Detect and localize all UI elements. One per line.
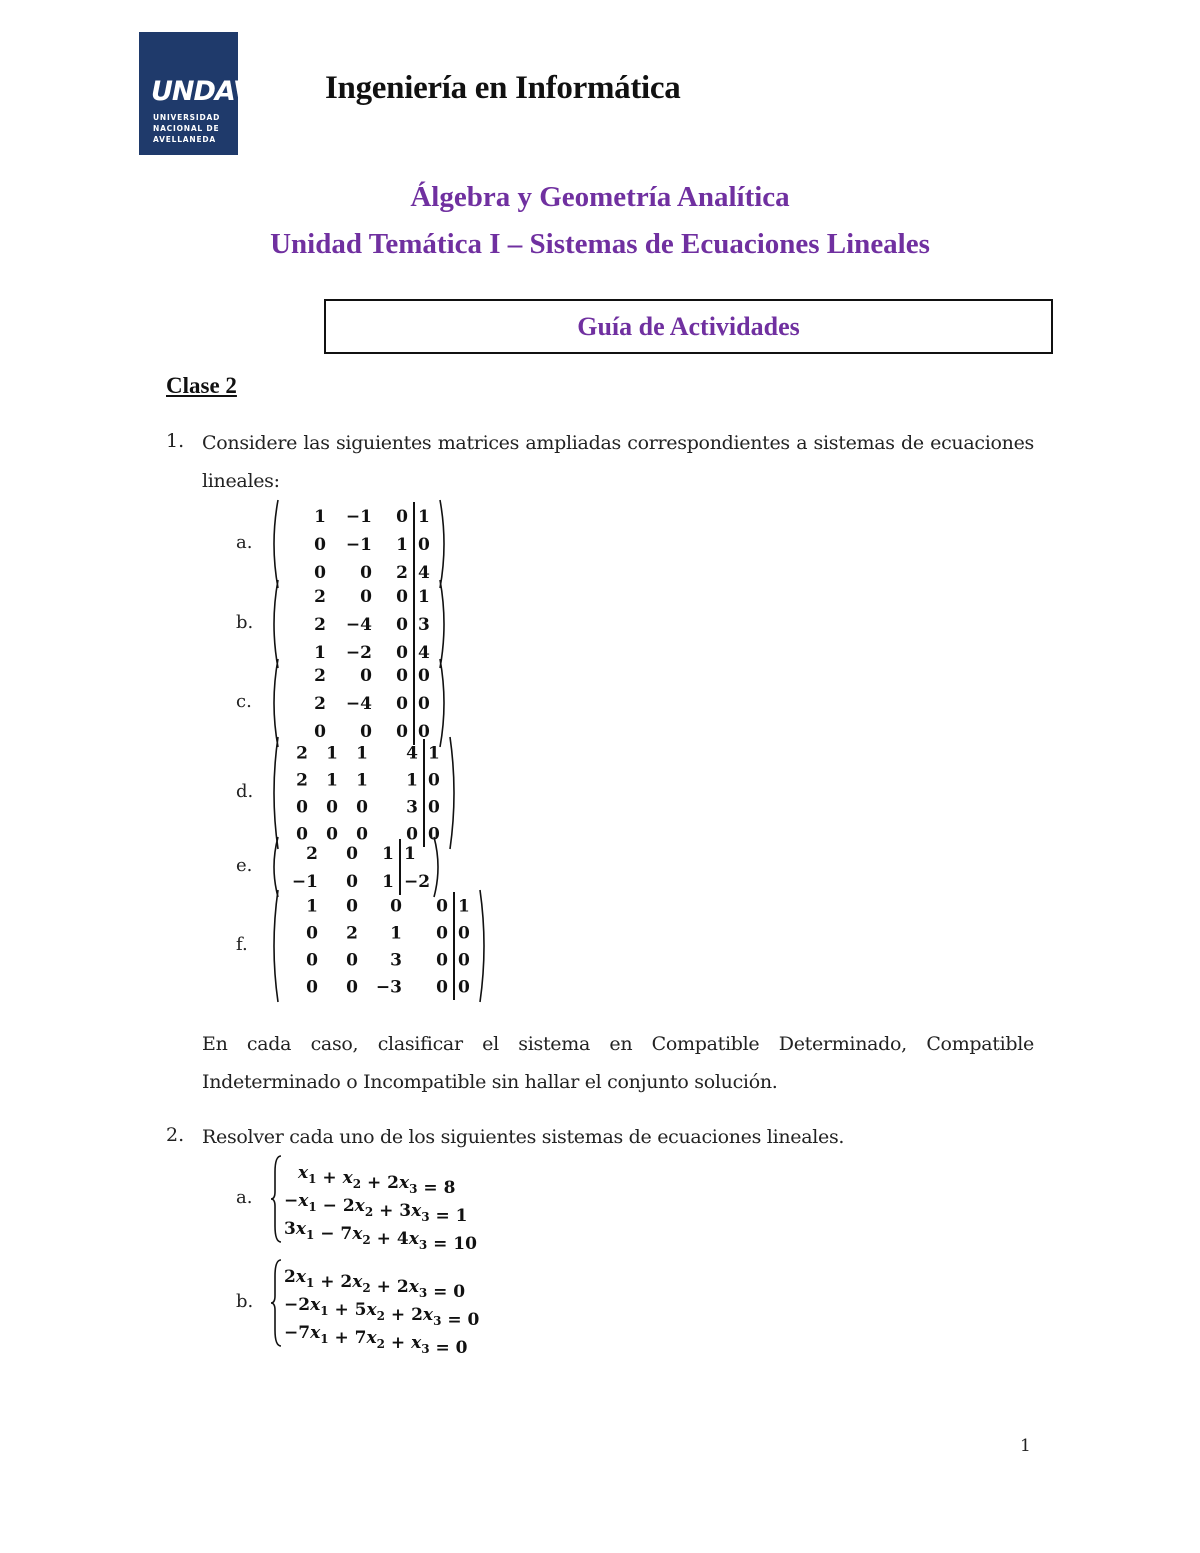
matrix-augmented-cell: 0	[418, 694, 430, 715]
matrix-cell: 2	[306, 844, 318, 865]
matrix-cell: 3	[406, 797, 418, 818]
right-parenthesis	[480, 890, 484, 1002]
logo-line-2: NACIONAL DE	[153, 124, 220, 133]
equation: $3x_1 - 7x_2 + 4x_3 = 10$	[284, 1219, 477, 1255]
matrix-cell: 0	[396, 587, 408, 608]
university-logo	[139, 32, 253, 155]
matrix-cell: −1	[345, 507, 372, 528]
matrix-augmented-cell: 0	[458, 977, 470, 998]
right-parenthesis	[450, 737, 454, 849]
left-parenthesis	[274, 659, 278, 747]
logo-line-1: UNIVERSIDAD	[153, 113, 221, 122]
exercise-2-number: 2.	[166, 1124, 185, 1146]
matrix-cell: 2	[296, 743, 308, 764]
matrix-cell: 1	[326, 743, 338, 764]
matrix-cell: 2	[314, 666, 326, 687]
matrix-cell: 0	[396, 722, 408, 743]
matrix-cell: 2	[296, 770, 308, 791]
equation: $2x_1 + 2x_2 + 2x_3 = 0$	[284, 1267, 466, 1303]
right-parenthesis	[440, 580, 444, 668]
right-parenthesis	[440, 659, 444, 747]
left-parenthesis	[274, 580, 278, 668]
matrix-label: c.	[236, 691, 252, 712]
matrix-cell: 0	[396, 507, 408, 528]
matrix-cell: 1	[382, 844, 394, 865]
matrix-cell: −4	[345, 694, 372, 715]
matrix-augmented-cell: 0	[418, 722, 430, 743]
matrix-augmented-cell: 0	[428, 797, 440, 818]
equation: $-x_1 - 2x_2 + 3x_3 = 1$	[284, 1191, 468, 1227]
matrix-cell: 0	[406, 824, 418, 845]
matrix-cell: 1	[382, 872, 394, 893]
matrix-cell: 0	[390, 896, 402, 917]
matrix-cell: 0	[346, 896, 358, 917]
matrix-cell: 0	[396, 643, 408, 664]
matrix-cell: 0	[346, 977, 358, 998]
matrix-augmented-cell: 0	[428, 770, 440, 791]
augmented-matrix	[268, 498, 446, 590]
matrix-cell: 0	[326, 797, 338, 818]
matrix-augmented-cell: 0	[418, 666, 430, 687]
matrix-cell: 4	[406, 743, 418, 764]
matrix-augmented-cell: 1	[418, 587, 430, 608]
matrix-label: f.	[236, 934, 248, 955]
matrix-cell: −3	[375, 977, 402, 998]
matrix-label: b.	[236, 612, 254, 633]
matrix-label: d.	[236, 781, 254, 802]
exercise-1-number: 1.	[166, 430, 185, 452]
logo-mark: UNDAV	[151, 76, 253, 107]
matrix-cell: 1	[356, 770, 368, 791]
matrix-cell: −4	[345, 615, 372, 636]
matrix-augmented-cell: 0	[418, 535, 430, 556]
matrix-augmented-cell: 1	[428, 743, 440, 764]
matrix-augmented-cell: 0	[458, 950, 470, 971]
matrix-cell: 0	[396, 615, 408, 636]
matrix-augmented-cell: 4	[418, 563, 430, 584]
equation: $-2x_1 + 5x_2 + 2x_3 = 0$	[284, 1295, 480, 1331]
augmented-matrix	[268, 888, 486, 1004]
guide-title: Guía de Actividades	[577, 311, 800, 341]
matrix-cell: 2	[314, 587, 326, 608]
matrix-cell: 0	[436, 950, 448, 971]
matrix-cell: 0	[314, 563, 326, 584]
matrix-cell: 0	[296, 797, 308, 818]
matrix-cell: 2	[346, 923, 358, 944]
matrix-augmented-cell: 1	[418, 507, 430, 528]
matrix-cell: 3	[390, 950, 402, 971]
matrix-augmented-cell: −2	[404, 872, 431, 893]
matrix-cell: 2	[314, 694, 326, 715]
matrix-cell: 0	[396, 694, 408, 715]
matrix-cell: 0	[326, 824, 338, 845]
matrix-cell: 1	[390, 923, 402, 944]
subject-title: Álgebra y Geometría Analítica	[410, 181, 790, 213]
matrix-cell: −2	[345, 643, 372, 664]
left-brace	[271, 1260, 281, 1346]
left-parenthesis	[274, 500, 278, 588]
matrix-cell: 0	[356, 797, 368, 818]
matrix-augmented-cell: 4	[418, 643, 430, 664]
matrix-cell: 1	[326, 770, 338, 791]
matrix-cell: 0	[436, 896, 448, 917]
matrix-cell: 1	[396, 535, 408, 556]
matrix-cell: 0	[346, 872, 358, 893]
logo-line-3: AVELLANEDA	[153, 135, 217, 144]
matrix-cell: 0	[346, 950, 358, 971]
matrix-augmented-cell: 3	[418, 615, 430, 636]
matrix-cell: 0	[360, 722, 372, 743]
guide-title-box	[324, 299, 1053, 354]
matrix-augmented-cell: 0	[428, 824, 440, 845]
matrix-cell: 0	[360, 563, 372, 584]
matrix-cell: 0	[306, 950, 318, 971]
equation-system	[270, 1154, 530, 1255]
matrix-cell: 0	[314, 535, 326, 556]
matrix-cell: 0	[396, 666, 408, 687]
matrix-label: a.	[236, 532, 253, 553]
augmented-matrix	[268, 735, 456, 851]
page-number: 1	[1020, 1436, 1031, 1456]
matrix-cell: 0	[314, 722, 326, 743]
matrix-cell: 2	[396, 563, 408, 584]
matrix-cell: 1	[356, 743, 368, 764]
system-label: b.	[236, 1291, 254, 1312]
matrix-augmented-cell: 1	[458, 896, 470, 917]
matrix-augmented-cell: 0	[458, 923, 470, 944]
matrix-label: e.	[236, 855, 253, 876]
left-parenthesis	[274, 737, 278, 849]
equation-system	[270, 1258, 530, 1359]
matrix-cell: 0	[296, 824, 308, 845]
matrix-cell: 0	[356, 824, 368, 845]
matrix-cell: 1	[314, 507, 326, 528]
matrix-cell: 0	[306, 977, 318, 998]
unit-title: Unidad Temática I – Sistemas de Ecuaciones Lineales	[270, 228, 930, 260]
matrix-cell: 0	[436, 977, 448, 998]
class-heading: Clase 2	[166, 373, 237, 398]
matrix-cell: −1	[291, 872, 318, 893]
matrix-cell: 1	[306, 896, 318, 917]
matrix-cell: 0	[360, 666, 372, 687]
matrix-cell: 0	[346, 844, 358, 865]
system-label: a.	[236, 1187, 253, 1208]
matrix-augmented-cell: 1	[404, 844, 416, 865]
matrix-cell: 0	[306, 923, 318, 944]
exercise-1-intro: Considere las siguientes matrices ampliadas correspondientes a sistemas de ecuaciones lineales:	[202, 432, 1034, 492]
equation: $x_1 + x_2 + 2x_3 = 8$	[298, 1163, 456, 1199]
left-parenthesis	[274, 890, 278, 1002]
institution-title: Ingeniería en Informática	[325, 70, 681, 106]
left-brace	[271, 1156, 281, 1242]
matrix-cell: 0	[436, 923, 448, 944]
matrix-cell: 1	[406, 770, 418, 791]
right-parenthesis	[440, 500, 444, 588]
equation: $-7x_1 + 7x_2 + x_3 = 0$	[284, 1323, 468, 1359]
exercise-2-intro: Resolver cada uno de los siguientes sistemas de ecuaciones lineales.	[202, 1126, 845, 1148]
matrix-cell: 0	[360, 587, 372, 608]
matrix-cell: 2	[314, 615, 326, 636]
matrix-cell: 1	[314, 643, 326, 664]
exercise-1-instruction: En cada caso, clasificar el sistema en Compatible Determinado, Compatible Indeterminado o Incompatible sin hallar el conjunto solución.	[202, 1033, 1034, 1093]
matrix-cell: −1	[345, 535, 372, 556]
